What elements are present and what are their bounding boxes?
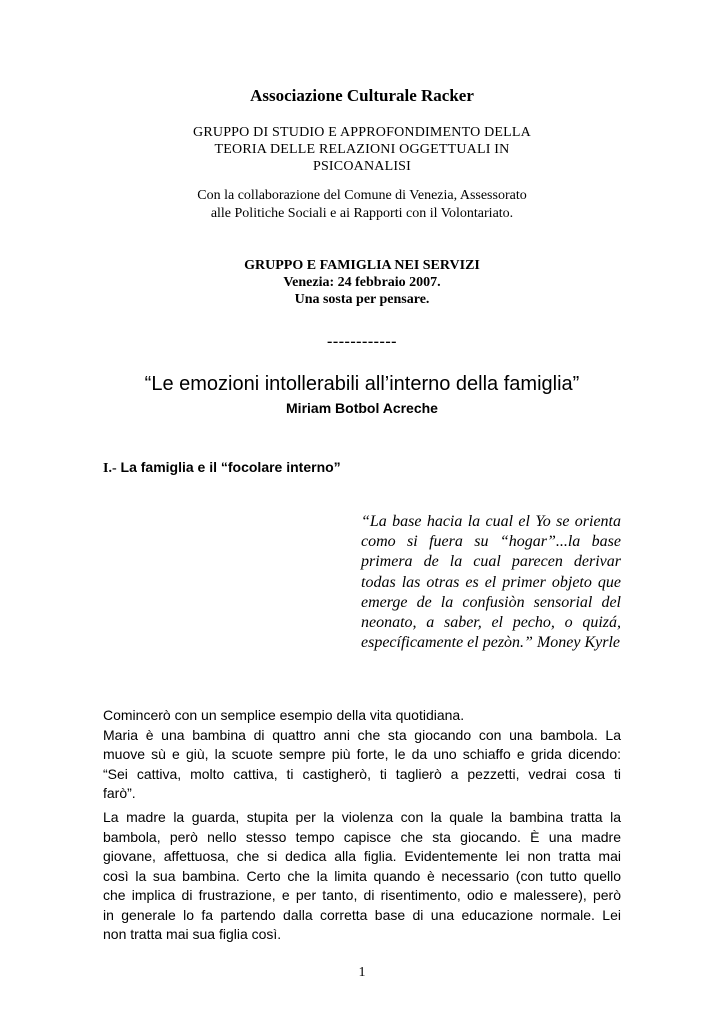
paragraph-line: bambola, però nello stesso tempo capisce che sta giocando. È una madre [103,828,621,845]
collaboration-line: alle Politiche Sociali e ai Rapporti con il Volontariato. [210,206,514,221]
paragraph-line: non tratta mai sua figlia così. [103,926,282,942]
collaboration-line: Con la collaborazione del Comune di Venezia, Assessorato [197,188,527,203]
study-group-line: GRUPPO DI STUDIO E APPROFONDIMENTO DELLA [193,125,531,140]
epigraph-quote: “La base hacia la cual el Yo se orienta como si fuera su “hogar”...la base primera de la cual parecen derivar todas las otras es el primer objeto que emerge de la confusiòn sensorial del neonato, a saber, el pecho, o quizá, específicamente el pezòn.” Money Kyrle [361,513,621,652]
event-date: Venezia: 24 febbraio 2007. [283,275,441,290]
study-group-line: TEORIA DELLE RELAZIONI OGGETTUALI IN [214,142,510,157]
paragraph-line: muove sù e giù, la scuote sempre più forte, le da uno schiaffo e grida dicendo: [103,746,621,762]
separator-line: ------------ [327,333,397,350]
paragraph-line: in generale lo fa partendo dalla corretta base di una educazione normale. Lei [103,906,621,923]
paragraph-line: farò”. [103,785,136,801]
body-paragraph [103,706,621,804]
event-subtitle: Una sosta per pensare. [294,292,430,307]
body-paragraph [103,808,621,945]
event-info [0,257,724,308]
paragraph-line: La madre la guarda, stupita per la violenza con la quale la bambina tratta la [103,809,621,825]
paragraph-line: giovane, affettuosa, che si dedica alla figlia. Evidentemente lei non tratta mai [103,848,621,864]
section-number: I.- [103,461,117,476]
collaboration-note [0,187,724,223]
study-group-heading [0,124,724,175]
document-title: “Le emozioni intollerabili all’interno della famiglia” [144,373,580,395]
event-name: GRUPPO E FAMIGLIA NEI SERVIZI [244,258,480,273]
section-heading [103,459,341,477]
page-number: 1 [358,965,366,980]
paragraph-line: così la sua bambina. Certo che la limita quando è necessario (con tutto quello [103,867,621,884]
organization-title: Associazione Culturale Racker [250,86,474,105]
paragraph-line: Maria è una bambina di quattro anni che sta giocando con una bambola. La [103,726,621,743]
paragraph-line: Comincerò con un semplice esempio della vita quotidiana. [103,707,465,723]
author-name: Miriam Botbol Acreche [286,400,438,416]
paragraph-line: che implica di frustrazione, e per tanto, di risentimento, odio e malessere), però [103,887,621,903]
study-group-line: PSICOANALISI [312,159,412,174]
paragraph-line: “Sei cattiva, molto cattiva, ti castigherò, ti taglierò a pezzetti, vedrai cosa ti [103,765,621,782]
section-title: La famiglia e il “focolare interno” [120,459,341,475]
